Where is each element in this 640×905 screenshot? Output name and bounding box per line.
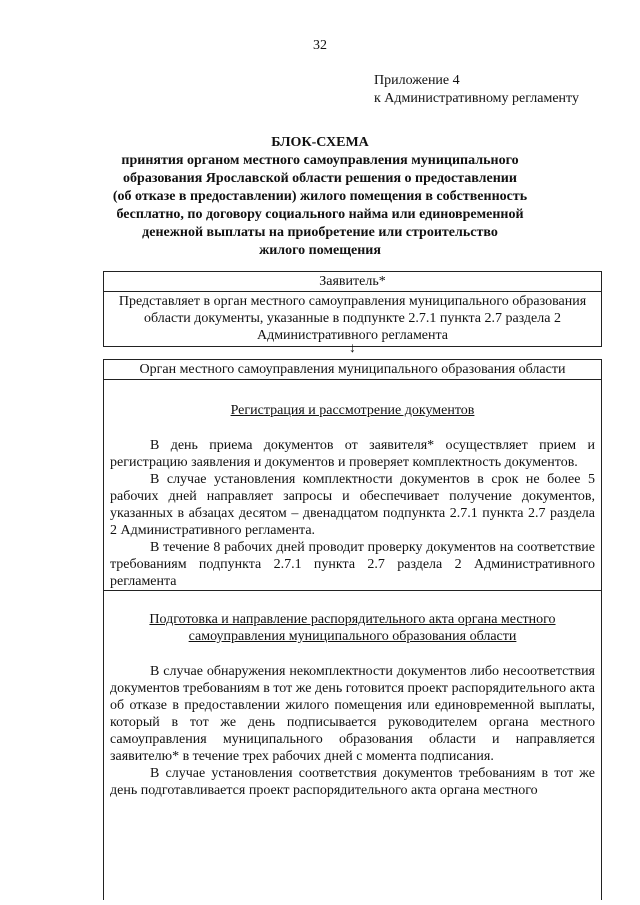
appendix-reference [374, 72, 579, 108]
appendix-line-2: к Административному регламенту [374, 91, 579, 106]
registration-paragraph: В день приема документов от заявителя* осуществляет прием и регистрацию заявления и документов и проверяет комплектность документов. [110, 438, 595, 470]
applicant-header: Заявитель* [104, 272, 601, 292]
registration-paragraph: В случае установления комплектности документов в срок не более 5 рабочих дней направляет запросы и обеспечивает получение документов, указанных в абзацах десятом – двенадцатом подпункта 2.7.1 пункта 2.7 раздела 2 Административного регламента. [110, 472, 595, 538]
appendix-line-1: Приложение 4 [374, 73, 460, 88]
flow-arrow-down: ↓ [349, 341, 356, 356]
title-line: принятия органом местного самоуправления муниципального [121, 153, 519, 168]
organ-header: Орган местного самоуправления муниципального образования области [104, 360, 601, 380]
preparation-paragraph: В случае установления соответствия документов требованиям в тот же день подготавливается проект распорядительного акта органа местного [110, 766, 595, 798]
preparation-title: Подготовка и направление распорядительного акта органа местного самоуправления муниципального образования области [149, 612, 556, 644]
title-line: (об отказе в предоставлении) жилого помещения в собственность [112, 189, 528, 204]
applicant-block [103, 271, 602, 347]
title-line: бесплатно, по договору социального найма или единовременной [116, 207, 524, 222]
title-line: образования Ярославской области решения о предоставлении [123, 171, 517, 186]
title-heading: БЛОК-СХЕМА [271, 135, 369, 150]
preparation-paragraphs [104, 663, 601, 799]
document-title [110, 134, 530, 260]
title-line: денежной выплаты на приобретение или строительство [142, 225, 498, 240]
registration-title: Регистрация и рассмотрение документов [230, 403, 475, 418]
preparation-paragraph: В случае обнаружения некомплектности документов либо несоответствия документов требованиям в тот же день готовится проект распорядительного акта об отказе в предоставлении жилого помещения или единовременной выплаты, который в тот же день подписывается руководителем органа местного самоуправления муниципального образования области и направляется заявителю* в течение трех рабочих дней с момента подписания. [110, 664, 595, 764]
registration-paragraph: В течение 8 рабочих дней проводит проверку документов на соответствие требованиям подпункта 2.7.1 пункта 2.7 раздела 2 Административного регламента [110, 540, 595, 589]
organ-block [103, 359, 602, 900]
page-number: 32 [313, 38, 327, 53]
applicant-description: Представляет в орган местного самоуправления муниципального образования области документы, указанные в подпункте 2.7.1 пункта 2.7 раздела 2 Административного регламента [118, 294, 587, 343]
title-line: жилого помещения [259, 243, 381, 258]
registration-paragraphs [104, 437, 601, 590]
